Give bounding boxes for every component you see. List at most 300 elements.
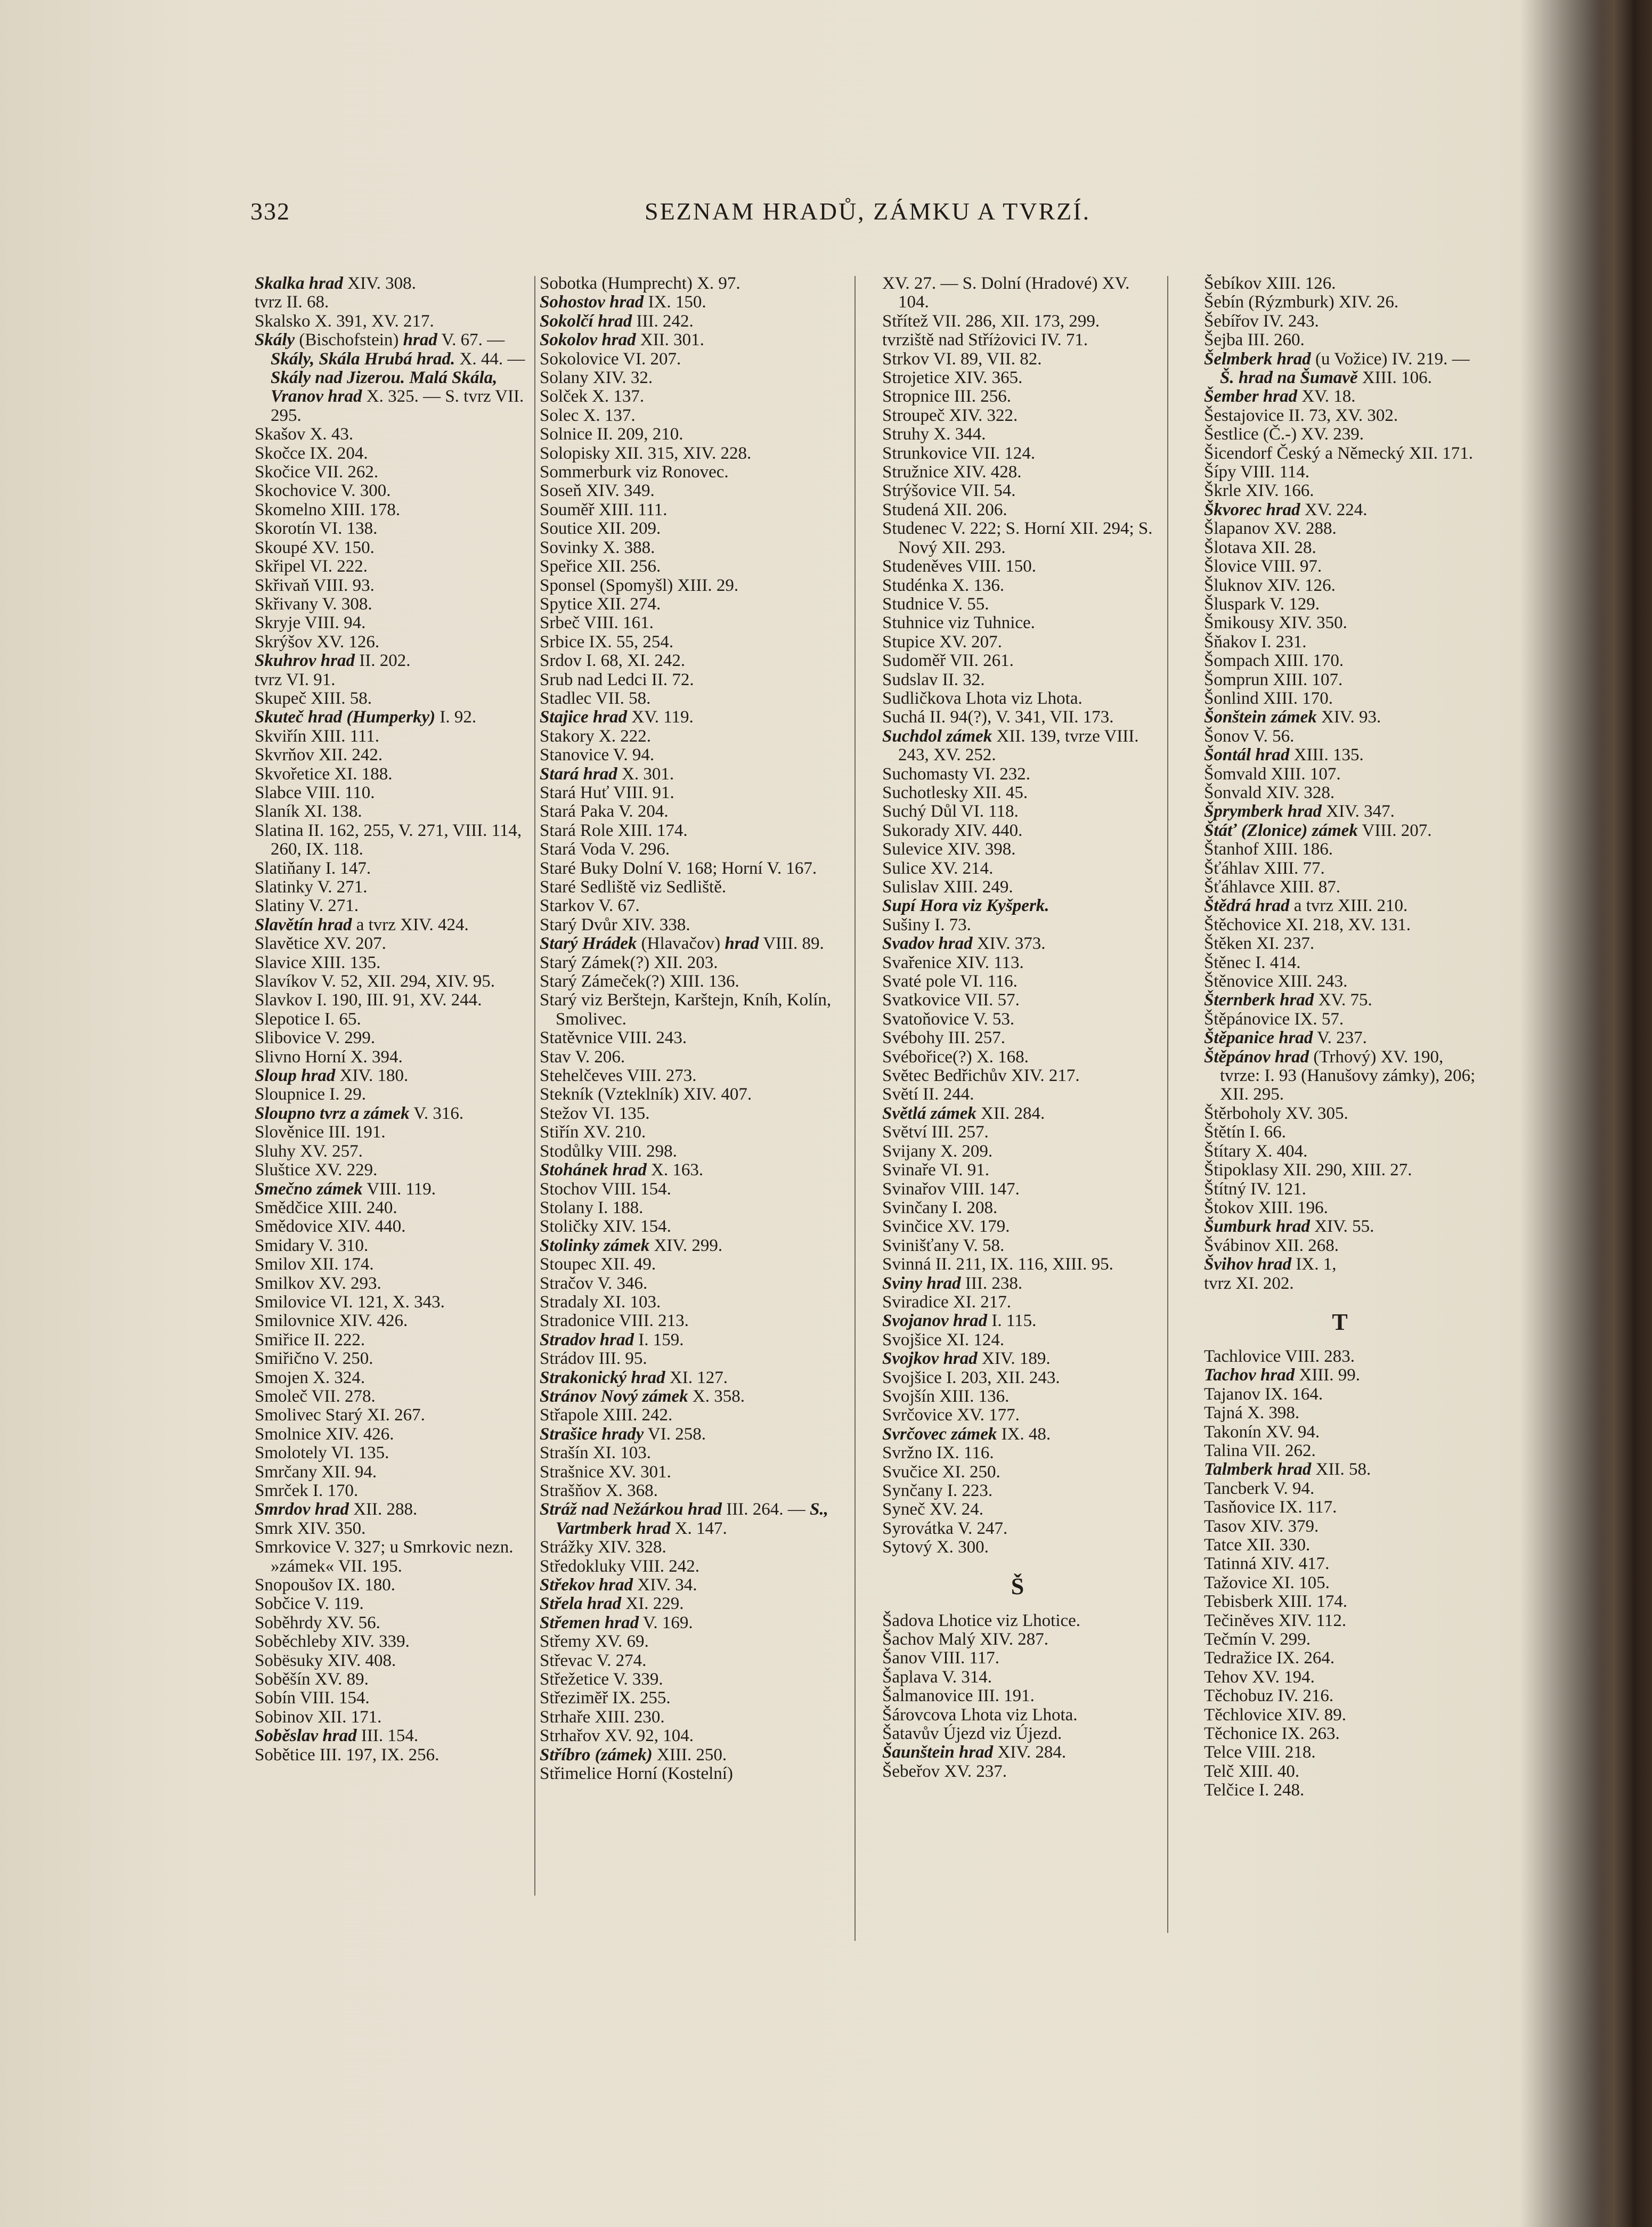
index-entry: Svrčovice XV. 177.: [882, 1405, 1020, 1425]
column-divider: [534, 276, 535, 1896]
index-entry: Šalmanovice III. 191.: [882, 1686, 1035, 1706]
index-entry: Stará Huť VIII. 91.: [540, 783, 674, 802]
index-entry: Střevac V. 274.: [540, 1651, 647, 1670]
index-entry: Štítary X. 404.: [1204, 1141, 1308, 1161]
index-entry: Šebeřov XV. 237.: [882, 1761, 1007, 1781]
index-entry: Starkov V. 67.: [540, 896, 640, 916]
index-entry: Svébořice(?) X. 168.: [882, 1047, 1029, 1067]
index-entry: Šárovcova Lhota viz Lhota.: [882, 1705, 1078, 1725]
index-entry: Šomprun XIII. 107.: [1204, 670, 1343, 689]
index-entry: tvrz VI. 91.: [255, 670, 336, 689]
index-entry: Střežetice V. 339.: [540, 1670, 663, 1689]
index-entry: Studeněves VIII. 150.: [882, 557, 1037, 576]
index-entry: Spytice XII. 274.: [540, 594, 661, 614]
index-entry: Suchý Důl VI. 118.: [882, 802, 1019, 822]
index-entry: Sulislav XIII. 249.: [882, 877, 1013, 897]
index-entry: Šprymberk hrad XIV. 347.: [1204, 802, 1395, 822]
index-entry: Smolivec Starý XI. 267.: [255, 1405, 425, 1425]
index-entry: Skočice VII. 262.: [255, 462, 379, 482]
index-entry: Střítež VII. 286, XII. 173, 299.: [882, 311, 1100, 331]
index-entry: Stolinky zámek XIV. 299.: [540, 1236, 723, 1255]
index-entry: Smilovice VI. 121, X. 343.: [255, 1292, 445, 1312]
index-entry: Skalsko X. 391, XV. 217.: [255, 311, 434, 331]
index-entry: Stuhnice viz Tuhnice.: [882, 613, 1035, 633]
index-entry: Skupeč XIII. 58.: [255, 688, 372, 708]
index-entry: Šonlind XIII. 170.: [1204, 688, 1333, 708]
index-entry: Sloupnice I. 29.: [255, 1085, 366, 1104]
index-entry: Supí Hora viz Kyšperk.: [882, 896, 1049, 916]
index-entry: Solnice II. 209, 210.: [540, 425, 683, 444]
index-entry: Střezimĕř IX. 255.: [540, 1688, 671, 1708]
index-entry: Stará Paka V. 204.: [540, 802, 669, 822]
index-entry: Skuteč hrad (Humperky) I. 92.: [255, 708, 477, 727]
index-entry: Stradonice VIII. 213.: [540, 1311, 689, 1331]
index-entry: Strkov VI. 89, VII. 82.: [882, 349, 1042, 369]
index-entry: Speřice XII. 256.: [540, 557, 661, 576]
index-entry: Smrdov hrad XII. 288.: [255, 1500, 418, 1519]
index-entry: Sohostov hrad IX. 150.: [540, 292, 706, 312]
book-spine-shadow: [1593, 0, 1652, 2227]
index-entry: Stará Role XIII. 174.: [540, 820, 688, 840]
index-entry: Sušiny I. 73.: [882, 915, 971, 934]
index-entry: Stará Voda V. 296.: [540, 840, 670, 859]
index-entry: Škrle XIV. 166.: [1204, 481, 1314, 501]
index-entry: Sobětice III. 197, IX. 256.: [255, 1745, 440, 1765]
index-entry: Střemen hrad V. 169.: [540, 1613, 693, 1632]
index-entry: Stohánek hrad X. 163.: [540, 1160, 704, 1180]
index-entry: Sulice XV. 214.: [882, 858, 994, 878]
index-entry: Stekník (Vzteklník) XIV. 407.: [540, 1085, 752, 1104]
index-entry: Skály (Bischofstein) hrad V. 67. — Skály, Skála Hrubá hrad. X. 44. — Skály nad Jizerou. Malá Skála, Vranov hrad X. 325. — S. tvrz VII. 295.: [255, 330, 525, 425]
index-entry: Sudslav II. 32.: [882, 670, 985, 689]
index-entry: Slatiny V. 271.: [255, 896, 359, 916]
index-entry: Skoupé XV. 150.: [255, 538, 375, 557]
index-entry: Soběchleby XIV. 339.: [255, 1632, 410, 1652]
index-entry: Slivno Horní X. 394.: [255, 1047, 403, 1067]
index-entry: Svojanov hrad I. 115.: [882, 1311, 1037, 1331]
index-entry: Šebín (Rýzmburk) XIV. 26.: [1204, 292, 1399, 312]
index-entry: Šember hrad XV. 18.: [1204, 387, 1356, 407]
index-entry: Strunkovice VII. 124.: [882, 443, 1036, 463]
index-entry: Slavětice XV. 207.: [255, 934, 386, 954]
index-entry: Smilovnice XIV. 426.: [255, 1311, 408, 1331]
page-number: 332: [250, 198, 290, 225]
index-entry: Smolnice XIV. 426.: [255, 1424, 394, 1444]
index-entry: Šternberk hrad XV. 75.: [1204, 990, 1372, 1010]
index-entry: Smojen X. 324.: [255, 1368, 365, 1387]
index-entry: Stupice XV. 207.: [882, 632, 1002, 652]
index-entry: Slatina II. 162, 255, V. 271, VIII. 114, 260, IX. 118.: [255, 820, 522, 859]
index-entry: Suchotlesky XII. 45.: [882, 783, 1028, 802]
index-entry: Sudličkova Lhota viz Lhota.: [882, 688, 1083, 708]
index-entry: Suchdol zámek XII. 139, tvrze VIII. 243, XV. 252.: [882, 726, 1139, 765]
index-entry: Soběslav hrad III. 154.: [255, 1726, 419, 1746]
index-entry: Smidary V. 310.: [255, 1236, 369, 1255]
index-entry: Stajice hrad XV. 119.: [540, 708, 694, 727]
index-entry: Staré Sedliště viz Sedliště.: [540, 877, 727, 897]
index-entry: Starý Hrádek (Hlavačov) hrad VIII. 89.: [540, 934, 824, 954]
index-entry: Talmberk hrad XII. 58.: [1204, 1460, 1371, 1480]
index-entry: Stříbro (zámek) XIII. 250.: [540, 1745, 727, 1765]
index-entry: Šadova Lhotice viz Lhotice.: [882, 1611, 1081, 1630]
index-entry: Snopoušov IX. 180.: [255, 1575, 396, 1595]
index-entry: Štěnovice XIII. 243.: [1204, 972, 1348, 991]
index-entry: tvrziště nad Stříżovici IV. 71.: [882, 330, 1088, 350]
index-entry: Štěken XI. 237.: [1204, 934, 1315, 954]
index-entry: Svinná II. 211, IX. 116, XIII. 95.: [882, 1255, 1113, 1274]
index-entry: Šťáhlavce XIII. 87.: [1204, 877, 1341, 897]
index-entry: Srdov I. 68, XI. 242.: [540, 651, 686, 671]
index-entry: Strhaře XIII. 230.: [540, 1707, 665, 1727]
index-entry: Sloup hrad XIV. 180.: [255, 1066, 409, 1086]
index-entry: Skvořetice XI. 188.: [255, 764, 393, 784]
index-entry: Tatce XII. 330.: [1204, 1535, 1311, 1555]
index-entry: Skryje VIII. 94.: [255, 613, 366, 633]
index-entry: Sviradice XI. 217.: [882, 1292, 1011, 1312]
index-entry: Stanovice V. 94.: [540, 745, 655, 765]
index-entry: Srub nad Ledci II. 72.: [540, 670, 694, 689]
index-entry: Šlapanov XV. 288.: [1204, 519, 1337, 539]
index-entry: Svinišťany V. 58.: [882, 1236, 1005, 1255]
index-entry: Stiřín XV. 210.: [540, 1123, 646, 1142]
index-entry: Svojšín XIII. 136.: [882, 1386, 1010, 1406]
index-entry: Studená XII. 206.: [882, 500, 1007, 519]
index-entry: Těchlovice XIV. 89.: [1204, 1705, 1346, 1725]
index-entry: tvrz XI. 202.: [1204, 1273, 1294, 1293]
index-entry: Smoleč VII. 278.: [255, 1386, 376, 1406]
index-entry: Studnice V. 55.: [882, 594, 989, 614]
index-entry: Sobësuky XIV. 408.: [255, 1651, 396, 1670]
index-entry: Solček X. 137.: [540, 387, 645, 407]
index-entry: Škvorec hrad XV. 224.: [1204, 500, 1368, 519]
index-entry: Svojkov hrad XIV. 189.: [882, 1349, 1051, 1369]
index-entry: Štěpánov hrad (Trhový) XV. 190, tvrze: I. 93 (Hanušovy zámky), 206; XII. 295.: [1204, 1047, 1476, 1104]
index-entry: Skočce IX. 204.: [255, 443, 368, 463]
index-entry: Slavice XIII. 135.: [255, 953, 381, 972]
index-entry: Suchá II. 94(?), V. 341, VII. 173.: [882, 708, 1114, 727]
index-entry: Strašnice XV. 301.: [540, 1462, 671, 1482]
index-entry: Sobín VIII. 154.: [255, 1688, 370, 1708]
index-entry: Slaník XI. 138.: [255, 802, 362, 822]
index-entry: Sobinov XII. 171.: [255, 1707, 382, 1727]
index-entry: Šestajovice II. 73, XV. 302.: [1204, 405, 1398, 425]
index-entry: Skrýšov XV. 126.: [255, 632, 380, 652]
index-entry: Šebíkov XIII. 126.: [1204, 274, 1336, 293]
index-entry: Skomelno XIII. 178.: [255, 500, 401, 519]
index-entry: Talina VII. 262.: [1204, 1441, 1316, 1460]
index-entry: Strašice hrady VI. 258.: [540, 1424, 706, 1444]
index-entry: Štěpanice hrad V. 237.: [1204, 1028, 1367, 1048]
index-entry: Syrovátka V. 247.: [882, 1518, 1008, 1538]
index-entry: Skřivany V. 308.: [255, 594, 372, 614]
index-entry: Sukorady XIV. 440.: [882, 820, 1023, 840]
index-entry: Štáť (Zlonice) zámek VIII. 207.: [1204, 820, 1432, 840]
index-entry: Svinařov VIII. 147.: [882, 1179, 1020, 1199]
index-entry: Stradaly XI. 103.: [540, 1292, 661, 1312]
index-entry: Souměř XIII. 111.: [540, 500, 668, 519]
index-entry: Skorotín VI. 138.: [255, 519, 378, 539]
section-letter-heading: T: [1332, 1308, 1348, 1335]
index-entry: Skviřín XIII. 111.: [255, 726, 380, 746]
index-entry: Stežov VI. 135.: [540, 1103, 650, 1123]
index-entry: Solec X. 137.: [540, 405, 636, 425]
index-entry: Stoupec XII. 49.: [540, 1255, 656, 1274]
index-entry: Svatoňovice V. 53.: [882, 1009, 1015, 1029]
index-entry: Štítný IV. 121.: [1204, 1179, 1306, 1199]
index-entry: Svinaře VI. 91.: [882, 1160, 990, 1180]
index-column-4: [1204, 274, 1476, 1969]
index-entry: Strážky XIV. 328.: [540, 1538, 666, 1557]
index-entry: Středokluky VIII. 242.: [540, 1556, 700, 1576]
index-entry: Tečiněves XIV. 112.: [1204, 1611, 1347, 1630]
index-entry: Stoličky XIV. 154.: [540, 1217, 671, 1237]
index-entry: Svadov hrad XIV. 373.: [882, 934, 1046, 954]
index-entry: Šlovice VIII. 97.: [1204, 557, 1322, 576]
index-entry: Sokolčí hrad III. 242.: [540, 311, 694, 331]
index-entry: Strakonický hrad XI. 127.: [540, 1368, 728, 1387]
index-entry: Šumburk hrad XIV. 55.: [1204, 1217, 1374, 1237]
index-entry: Solopisky XII. 315, XIV. 228.: [540, 443, 752, 463]
index-entry: Šompach XIII. 170.: [1204, 651, 1344, 671]
index-entry: Šípy VIII. 114.: [1204, 462, 1309, 482]
index-entry: Stochov VIII. 154.: [540, 1179, 671, 1199]
index-entry: Sytový X. 300.: [882, 1538, 989, 1557]
index-entry: Sponsel (Spomyšl) XIII. 29.: [540, 575, 739, 595]
column-divider: [1167, 276, 1168, 1933]
index-entry: Srbeč VIII. 161.: [540, 613, 654, 633]
index-entry: Studenec V. 222; S. Horní XII. 294; S. Nový XII. 293.: [882, 519, 1153, 557]
index-entry: Smědčice XIII. 240.: [255, 1198, 397, 1217]
index-entry: Švihov hrad IX. 1,: [1204, 1255, 1337, 1274]
index-entry: Strašňov X. 368.: [540, 1481, 658, 1500]
index-entry: Svébohy III. 257.: [882, 1028, 1005, 1048]
index-entry: Smrček I. 170.: [255, 1481, 359, 1500]
running-title: SEZNAM HRADŮ, ZÁMKU A TVRZÍ.: [645, 198, 1091, 225]
index-entry: Šonštein zámek XIV. 93.: [1204, 708, 1381, 727]
index-entry: Smrčany XII. 94.: [255, 1462, 377, 1482]
index-entry: Soběhrdy XV. 56.: [255, 1613, 380, 1632]
index-entry: Sobčice V. 119.: [255, 1594, 364, 1614]
index-entry: Tečmín V. 299.: [1204, 1630, 1311, 1649]
index-entry: Svučice XI. 250.: [882, 1462, 1000, 1482]
index-entry: Stehelčeves VIII. 273.: [540, 1066, 697, 1086]
index-entry: Strojetice XIV. 365.: [882, 368, 1023, 388]
index-entry: Slavíkov V. 52, XII. 294, XIV. 95.: [255, 972, 495, 991]
index-entry: Šluknov XIV. 126.: [1204, 575, 1336, 595]
index-entry: Štěpánovice IX. 57.: [1204, 1009, 1344, 1029]
index-entry: Šontál hrad XIII. 135.: [1204, 745, 1364, 765]
index-entry: Stropnice III. 256.: [882, 387, 1011, 407]
index-entry: Střimelice Horní (Kostelní): [540, 1764, 733, 1784]
index-entry: Sokolovice VI. 207.: [540, 349, 681, 369]
index-entry: Svržno IX. 116.: [882, 1443, 994, 1463]
index-entry: Strašín XI. 103.: [540, 1443, 651, 1463]
section-letter-heading: Š: [1011, 1573, 1024, 1599]
index-entry: Svojšice I. 203, XII. 243.: [882, 1368, 1060, 1387]
index-entry: Tachlovice VIII. 283.: [1204, 1346, 1355, 1366]
index-entry: Smilov XII. 174.: [255, 1255, 374, 1274]
index-entry: Svaté pole VI. 116.: [882, 972, 1018, 991]
index-entry: Staré Buky Dolní V. 168; Horní V. 167.: [540, 858, 817, 878]
index-entry: Telce VIII. 218.: [1204, 1743, 1316, 1762]
index-entry: Šaplava V. 314.: [882, 1667, 992, 1687]
index-entry: Štěrboholy XV. 305.: [1204, 1103, 1348, 1123]
index-entry: XV. 27. — S. Dolní (Hradové) XV. 104.: [882, 274, 1130, 312]
index-entry: Suchomasty VI. 232.: [882, 764, 1031, 784]
index-entry: Šanov VIII. 117.: [882, 1648, 999, 1668]
index-entry: Smiřično V. 250.: [255, 1349, 373, 1369]
index-entry: Smrk XIV. 350.: [255, 1518, 366, 1538]
index-entry: Těchobuz IV. 216.: [1204, 1686, 1334, 1706]
index-entry: Šonov V. 56.: [1204, 726, 1295, 746]
index-entry: Šomvald XIII. 107.: [1204, 764, 1341, 784]
index-entry: Tatinná XIV. 417.: [1204, 1554, 1330, 1574]
index-entry: Stroupeč XIV. 322.: [882, 405, 1018, 425]
index-entry: Svinčice XV. 179.: [882, 1217, 1010, 1237]
index-entry: Střemy XV. 69.: [540, 1632, 649, 1652]
index-entry: Strhařov XV. 92, 104.: [540, 1726, 694, 1746]
index-entry: Stará hrad X. 301.: [540, 764, 674, 784]
index-entry: Smědovice XIV. 440.: [255, 1217, 406, 1237]
index-entry: Slepotice I. 65.: [255, 1009, 361, 1029]
index-entry: Soseň XIV. 349.: [540, 481, 655, 501]
index-entry: Strýšovice VII. 54.: [882, 481, 1016, 501]
index-entry: Šelmberk hrad (u Vožice) IV. 219. — Š. hrad na Šumavě XIII. 106.: [1204, 349, 1470, 388]
index-entry: Skuhrov hrad II. 202.: [255, 651, 411, 671]
index-entry: Slavkov I. 190, III. 91, XV. 244.: [255, 990, 482, 1010]
index-entry: Svojšice XI. 124.: [882, 1330, 1005, 1350]
index-entry: Starý Zámek(?) XII. 203.: [540, 953, 718, 972]
index-entry: Střekov hrad XIV. 34.: [540, 1575, 697, 1595]
index-entry: Střela hrad XI. 229.: [540, 1594, 684, 1614]
index-entry: Slověnice III. 191.: [255, 1123, 386, 1142]
index-entry: Štanhof XIII. 186.: [1204, 840, 1333, 859]
index-entry: Střapole XIII. 242.: [540, 1405, 673, 1425]
index-entry: Slabce VIII. 110.: [255, 783, 375, 802]
index-entry: Stránov Nový zámek X. 358.: [540, 1386, 745, 1406]
index-entry: Sviny hrad III. 238.: [882, 1273, 1023, 1293]
index-entry: Skašov X. 43.: [255, 425, 354, 444]
index-entry: Stadlec VII. 58.: [540, 688, 651, 708]
index-entry: Šluspark V. 129.: [1204, 594, 1320, 614]
index-entry: Tasov XIV. 379.: [1204, 1516, 1319, 1536]
index-entry: Skvrňov XII. 242.: [255, 745, 383, 765]
index-entry: Sobotka (Humprecht) X. 97.: [540, 274, 740, 293]
index-entry: Starý Zámeček(?) XIII. 136.: [540, 972, 739, 991]
index-entry: Stračov V. 346.: [540, 1273, 648, 1293]
index-entry: Sluštice XV. 229.: [255, 1160, 378, 1180]
index-entry: tvrz II. 68.: [255, 292, 329, 312]
index-entry: Šatavův Újezd viz Újezd.: [882, 1724, 1062, 1744]
index-entry: Smečno zámek VIII. 119.: [255, 1179, 436, 1199]
index-entry: Štipoklasy XII. 290, XIII. 27.: [1204, 1160, 1412, 1180]
page-header: [250, 197, 1465, 234]
index-entry: Šebířov IV. 243.: [1204, 311, 1319, 331]
index-entry: Šonvald XIV. 328.: [1204, 783, 1335, 802]
index-entry: Šicendorf Český a Německý XII. 171.: [1204, 443, 1473, 463]
index-entry: Šlotava XII. 28.: [1204, 538, 1316, 557]
index-entry: Svĕtec Bedřichův XIV. 217.: [882, 1066, 1080, 1086]
index-entry: Stružnice XIV. 428.: [882, 462, 1022, 482]
index-entry: Struhy X. 344.: [882, 425, 986, 444]
index-entry: Smolotely VI. 135.: [255, 1443, 389, 1463]
index-entry: Štětín I. 66.: [1204, 1123, 1286, 1142]
index-entry: Tajanov IX. 164.: [1204, 1384, 1323, 1404]
index-entry: Štěchovice XI. 218, XV. 131.: [1204, 915, 1411, 934]
index-entry: Srbice IX. 55, 254.: [540, 632, 674, 652]
index-entry: Tasňovice IX. 117.: [1204, 1498, 1337, 1517]
index-entry: Sloupno tvrz a zámek V. 316.: [255, 1103, 464, 1123]
index-entry: Šňakov I. 231.: [1204, 632, 1307, 652]
index-entry: Slavětín hrad a tvrz XIV. 424.: [255, 915, 469, 934]
index-entry: Strádov III. 95.: [540, 1349, 647, 1369]
index-entry: Štědrá hrad a tvrz XIII. 210.: [1204, 896, 1408, 916]
index-entry: Šťáhlav XIII. 77.: [1204, 858, 1325, 878]
index-entry: Tachov hrad XIII. 99.: [1204, 1366, 1361, 1385]
index-entry: Sokolov hrad XII. 301.: [540, 330, 704, 350]
index-entry: Slibovice V. 299.: [255, 1028, 376, 1048]
index-entry: Skochovice V. 300.: [255, 481, 391, 501]
index-entry: Starý Dvůr XIV. 338.: [540, 915, 690, 934]
index-entry: Svrčovec zámek IX. 48.: [882, 1424, 1051, 1444]
index-entry: Studénka X. 136.: [882, 575, 1005, 595]
index-entry: Takonín XV. 94.: [1204, 1422, 1320, 1442]
index-entry: Statěvnice VIII. 243.: [540, 1028, 687, 1048]
index-entry: Stráž nad Nežárkou hrad III. 264. — S., Vartmberk hrad X. 147.: [540, 1500, 828, 1538]
index-entry: Tancberk V. 94.: [1204, 1478, 1315, 1498]
index-entry: Telč XIII. 40.: [1204, 1761, 1300, 1781]
index-entry: Sluhy XV. 257.: [255, 1141, 363, 1161]
index-entry: Tebisberk XIII. 174.: [1204, 1592, 1347, 1612]
index-column-1: [255, 274, 534, 1969]
index-entry: Svatkovice VII. 57.: [882, 990, 1020, 1010]
index-entry: Starý viz Berštejn, Karštejn, Kníh, Kolín, Smolivec.: [540, 990, 832, 1029]
index-entry: Slatinky V. 271.: [255, 877, 368, 897]
index-column-2: [540, 274, 845, 1969]
index-entry: Tažovice XI. 105.: [1204, 1573, 1330, 1592]
index-entry: Svĕtí II. 244.: [882, 1085, 974, 1104]
index-entry: Šmikousy XIV. 350.: [1204, 613, 1347, 633]
index-entry: Skřivaň VIII. 93.: [255, 575, 375, 595]
index-entry: Stakory X. 222.: [540, 726, 651, 746]
index-entry: Tedražice IX. 264.: [1204, 1648, 1335, 1668]
index-column-3: [882, 274, 1153, 1969]
index-entry: Stav V. 206.: [540, 1047, 625, 1067]
index-entry: Svijany X. 209.: [882, 1141, 993, 1161]
index-entry: Sommerburk viz Ronovec.: [540, 462, 729, 482]
index-entry: Smiřice II. 222.: [255, 1330, 365, 1350]
index-entry: Štokov XIII. 196.: [1204, 1198, 1328, 1217]
index-entry: Stradov hrad I. 159.: [540, 1330, 684, 1350]
index-entry: Svinčany I. 208.: [882, 1198, 998, 1217]
index-entry: Synčany I. 223.: [882, 1481, 993, 1500]
index-entry: Tehov XV. 194.: [1204, 1667, 1315, 1687]
index-entry: Štěnec I. 414.: [1204, 953, 1301, 972]
index-entry: Švábinov XII. 268.: [1204, 1236, 1339, 1255]
index-entry: Světlá zámek XII. 284.: [882, 1103, 1045, 1123]
index-entry: Sulevice XIV. 398.: [882, 840, 1016, 859]
index-entry: Těchonice IX. 263.: [1204, 1724, 1340, 1744]
index-entry: Skřipel VI. 222.: [255, 557, 368, 576]
index-entry: Sudoměř VII. 261.: [882, 651, 1014, 671]
index-entry: Slatiňany I. 147.: [255, 858, 371, 878]
index-entry: Svařenice XIV. 113.: [882, 953, 1024, 972]
column-divider: [855, 276, 856, 1941]
index-entry: Stodůlky VIII. 298.: [540, 1141, 677, 1161]
index-entry: Soběšín XV. 89.: [255, 1670, 369, 1689]
index-entry: Šejba III. 260.: [1204, 330, 1305, 350]
index-entry: Soutice XII. 209.: [540, 519, 661, 539]
